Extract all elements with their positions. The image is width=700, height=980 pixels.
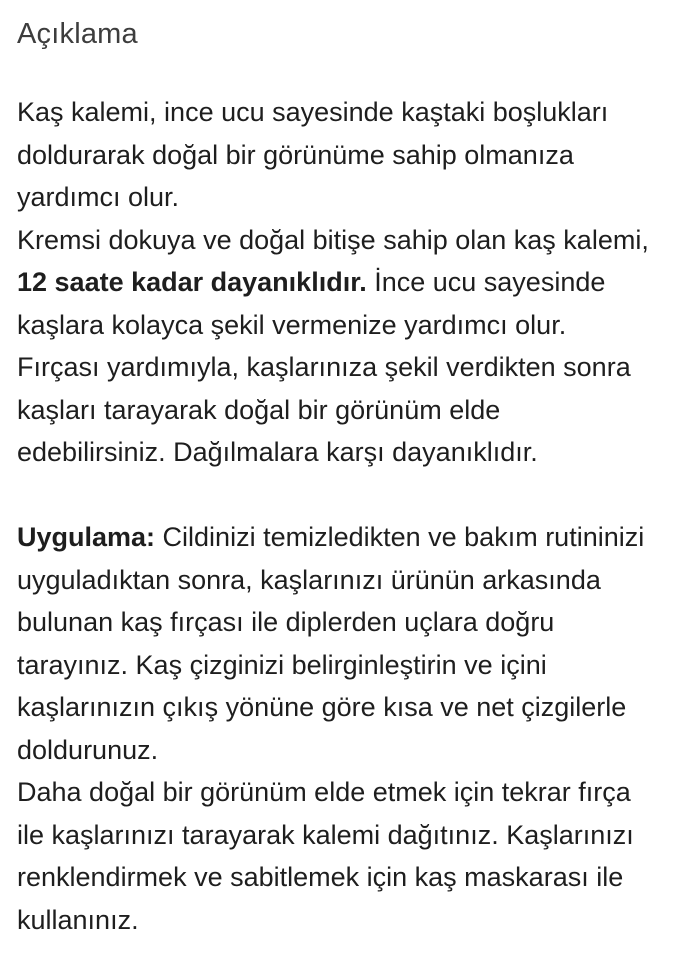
text-line: bulunan kaş fırçası ile diplerden uçlara doğru bbox=[17, 607, 555, 637]
text-line bbox=[17, 516, 692, 559]
text-line: ile kaşlarınızı tarayarak kalemi dağıtınız. Kaşlarınızı bbox=[17, 819, 634, 850]
text-run: Cildinizi temizledikten ve bakım rutininizi bbox=[155, 522, 645, 552]
paragraph-intro bbox=[17, 91, 692, 219]
paragraph-brush bbox=[17, 346, 692, 474]
text-run: İnce ucu sayesinde bbox=[366, 267, 606, 297]
text-line: Fırçası yardımıyla, kaşlarınıza şekil verdikten sonra bbox=[17, 352, 631, 382]
text-line: tarayınız. Kaş çizginizi belirginleştirin ve içini bbox=[17, 649, 547, 680]
paragraph-texture bbox=[17, 219, 692, 347]
bold-claim-text: 12 saate kadar dayanıklıdır. bbox=[17, 267, 367, 297]
text-line: kaşlara kolayca şekil vermenize yardımcı olur. bbox=[17, 309, 567, 340]
text-line: doldurunuz. bbox=[17, 734, 159, 765]
description-text bbox=[17, 91, 692, 941]
text-line: Kaş kalemi, ince ucu sayesinde kaştaki boşlukları bbox=[17, 97, 609, 127]
text-line: Daha doğal bir görünüm elde etmek için tekrar fırça bbox=[17, 777, 631, 807]
text-line: Kremsi dokuya ve doğal bitişe sahip olan kaş kalemi, bbox=[17, 224, 649, 255]
text-line: edebilirsiniz. Dağılmalara karşı dayanıklıdır. bbox=[17, 437, 538, 467]
application-label: Uygulama: bbox=[17, 522, 156, 552]
text-line: uyguladıktan sonra, kaşlarınızı ürünün arkasında bbox=[17, 564, 601, 595]
paragraph-application bbox=[17, 516, 692, 771]
text-line: kaşlarınızın çıkış yönüne göre kısa ve net çizgilerle bbox=[17, 692, 627, 722]
text-line bbox=[17, 261, 692, 304]
text-line: kullanınız. bbox=[17, 904, 139, 935]
text-line: yardımcı olur. bbox=[17, 182, 180, 212]
text-line: doldurarak doğal bir görünüme sahip olmanıza bbox=[17, 139, 574, 170]
text-line: kaşları tarayarak doğal bir görünüm elde bbox=[17, 394, 501, 425]
text-line: renklendirmek ve sabitlemek için kaş maskarası ile bbox=[17, 862, 624, 892]
section-title: Açıklama bbox=[17, 18, 138, 50]
paragraph-finish bbox=[17, 771, 692, 941]
